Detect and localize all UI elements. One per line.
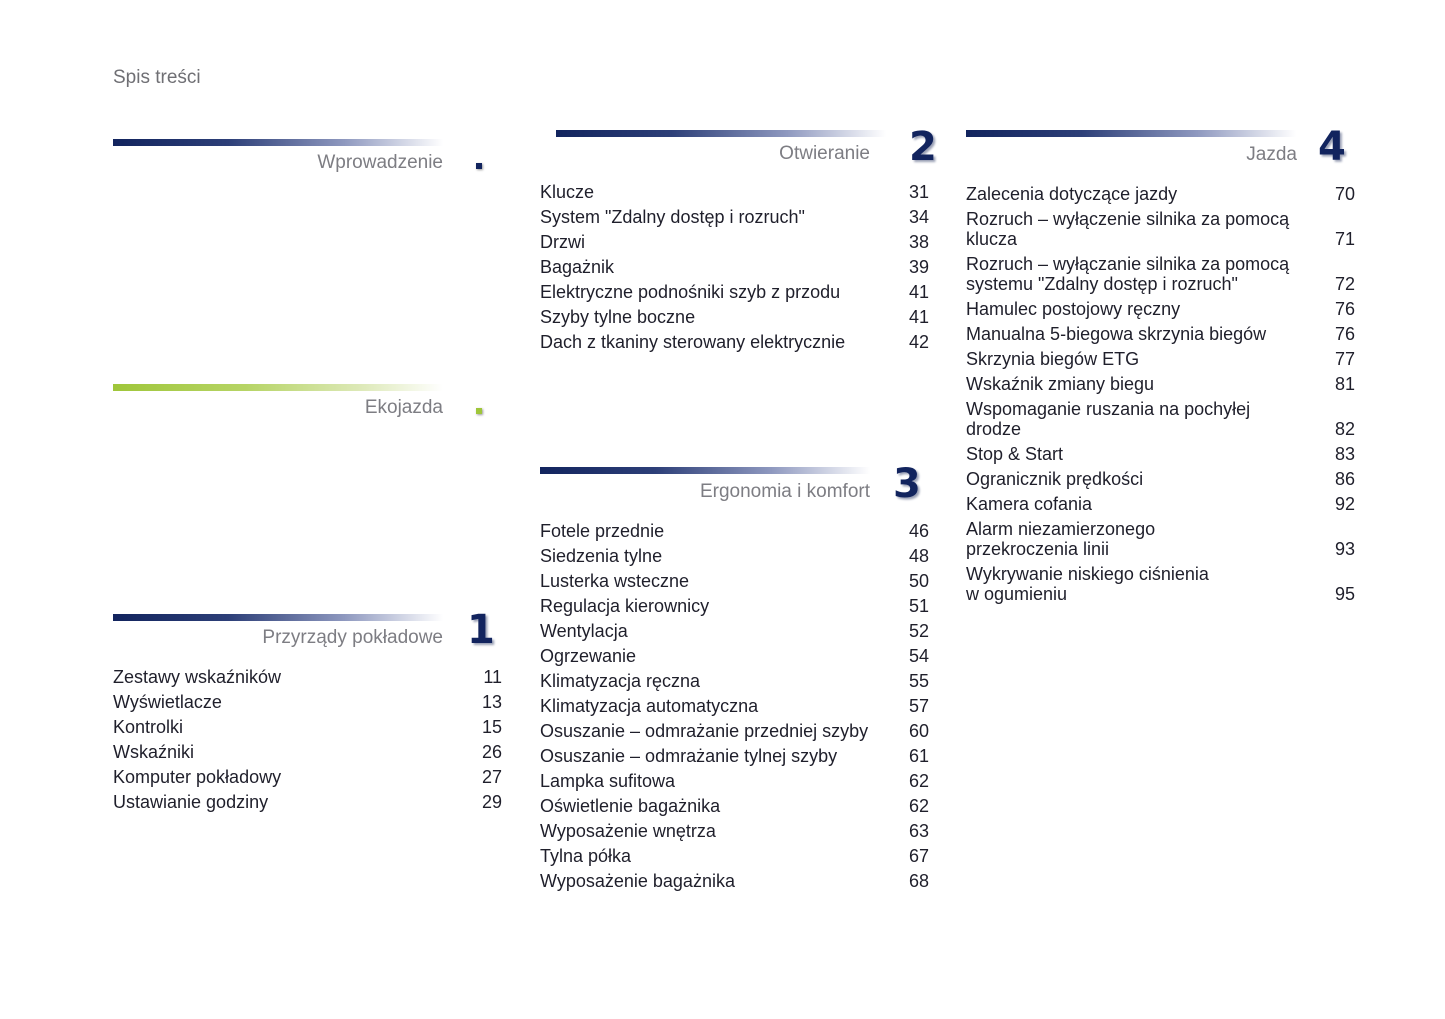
toc-item-label: Wyświetlacze	[113, 692, 222, 712]
toc-item[interactable]	[966, 494, 1355, 514]
toc-item[interactable]	[540, 521, 929, 541]
toc-item-label: Tylna półka	[540, 846, 632, 866]
toc-item-page: 29	[481, 792, 502, 812]
toc-item-page: 72	[1334, 274, 1355, 294]
toc-item[interactable]	[540, 821, 929, 841]
section-number-otwieranie: 2	[909, 124, 937, 170]
toc-item-label: Skrzynia biegów ETG	[966, 349, 1140, 369]
toc-item-page: 38	[908, 232, 929, 252]
toc-item[interactable]	[540, 257, 929, 277]
toc-item[interactable]	[540, 232, 929, 252]
toc-item-label: Wspomaganie ruszania na pochyłej drodze	[966, 399, 1251, 439]
toc-item[interactable]	[540, 307, 929, 327]
toc-item-label: Wentylacja	[540, 621, 628, 641]
section-bar-ergonomia	[540, 467, 870, 474]
toc-item-page: 83	[1334, 444, 1355, 464]
section-title-otwieranie[interactable]: Otwieranie	[779, 143, 870, 164]
toc-item[interactable]	[113, 717, 502, 737]
toc-item[interactable]	[113, 692, 502, 712]
toc-item-label: Wykrywanie niskiego ciśnienia w ogumieniu	[966, 564, 1209, 604]
toc-item[interactable]	[540, 646, 929, 666]
toc-item-label: Lusterka wsteczne	[540, 571, 690, 591]
toc-item-page: 60	[908, 721, 929, 741]
toc-item-page: 86	[1334, 469, 1355, 489]
toc-item[interactable]	[540, 771, 929, 791]
section-bar-przyrzady	[113, 614, 443, 621]
section-number-przyrzady: 1	[467, 607, 495, 653]
toc-item-page: 62	[908, 771, 929, 791]
toc-item-page: 27	[481, 767, 502, 787]
toc-item-label: Elektryczne podnośniki szyb z przodu	[540, 282, 841, 302]
section-title-ekojazda[interactable]: Ekojazda	[364, 397, 443, 418]
toc-item-label: Bagażnik	[540, 257, 615, 277]
toc-item[interactable]	[540, 571, 929, 591]
toc-item-label: Rozruch – wyłączenie silnika za pomocą klucza	[966, 209, 1290, 249]
toc-item-label: Lampka sufitowa	[540, 771, 676, 791]
toc-item-label: Stop & Start	[966, 444, 1064, 464]
toc-item-page: 54	[908, 646, 929, 666]
section-title-ergonomia[interactable]: Ergonomia i komfort	[699, 481, 870, 502]
toc-item[interactable]	[540, 846, 929, 866]
toc-item-page: 50	[908, 571, 929, 591]
toc-item-page: 68	[908, 871, 929, 891]
toc-item-page: 55	[908, 671, 929, 691]
toc-item[interactable]	[540, 871, 929, 891]
toc-item-page: 26	[481, 742, 502, 762]
toc-item-page: 70	[1334, 184, 1355, 204]
toc-item-label: Zalecenia dotyczące jazdy	[966, 184, 1178, 204]
section-title-przyrzady[interactable]: Przyrządy pokładowe	[262, 627, 443, 648]
section-bar-wprowadzenie	[113, 139, 443, 146]
toc-item-label: Kontrolki	[113, 717, 184, 737]
toc-item-label: Hamulec postojowy ręczny	[966, 299, 1181, 319]
toc-item-page: 67	[908, 846, 929, 866]
toc-item-label: Klimatyzacja automatyczna	[540, 696, 759, 716]
toc-item-page: 61	[908, 746, 929, 766]
toc-item-label: Wskaźnik zmiany biegu	[966, 374, 1155, 394]
toc-item-label: Fotele przednie	[540, 521, 665, 541]
toc-item-label: Osuszanie – odmrażanie tylnej szyby	[540, 746, 838, 766]
toc-item-page: 11	[483, 667, 502, 687]
toc-item[interactable]	[966, 184, 1355, 204]
section-bar-jazda	[966, 130, 1296, 137]
toc-item[interactable]	[966, 399, 1355, 439]
toc-item[interactable]	[540, 596, 929, 616]
toc-item-page: 92	[1334, 494, 1355, 514]
toc-item[interactable]	[966, 564, 1355, 604]
toc-item[interactable]	[540, 796, 929, 816]
toc-item-label: Komputer pokładowy	[113, 767, 282, 787]
toc-item-page: 13	[481, 692, 502, 712]
toc-list-przyrzady	[113, 667, 502, 817]
toc-item-label: Rozruch – wyłączanie silnika za pomocą systemu "Zdalny dostęp i rozruch"	[966, 254, 1290, 294]
toc-item[interactable]	[966, 209, 1355, 249]
toc-list-ergonomia	[540, 521, 929, 896]
toc-item[interactable]	[966, 519, 1355, 559]
section-title-jazda[interactable]: Jazda	[1246, 144, 1297, 165]
toc-item-page: 71	[1334, 229, 1355, 249]
toc-list-otwieranie	[540, 182, 929, 357]
toc-item-page: 46	[908, 521, 929, 541]
toc-item[interactable]	[540, 721, 929, 741]
toc-item[interactable]	[540, 182, 929, 202]
toc-item[interactable]	[540, 746, 929, 766]
toc-item[interactable]	[540, 546, 929, 566]
toc-item-label: Dach z tkaniny sterowany elektrycznie	[540, 332, 846, 352]
toc-item[interactable]	[966, 374, 1355, 394]
toc-item-label: Ustawianie godziny	[113, 792, 269, 812]
toc-item[interactable]	[540, 696, 929, 716]
toc-list-jazda	[966, 184, 1355, 609]
toc-item-page: 41	[908, 307, 929, 327]
toc-item-page: 31	[908, 182, 929, 202]
toc-item-page: 62	[908, 796, 929, 816]
toc-item-label: Zestawy wskaźników	[113, 667, 282, 687]
toc-item-page: 76	[1334, 324, 1355, 344]
toc-item[interactable]	[540, 282, 929, 302]
toc-item-label: Ogrzewanie	[540, 646, 637, 666]
toc-item[interactable]	[540, 332, 929, 352]
toc-item-page: 51	[908, 596, 929, 616]
toc-item-page: 81	[1334, 374, 1355, 394]
toc-item-label: Szyby tylne boczne	[540, 307, 696, 327]
toc-item[interactable]	[966, 469, 1355, 489]
section-marker-ekojazda	[476, 408, 482, 414]
section-marker-wprowadzenie	[476, 163, 482, 169]
toc-item-page: 48	[908, 546, 929, 566]
toc-item[interactable]	[966, 349, 1355, 369]
toc-item[interactable]	[540, 621, 929, 641]
toc-item-page: 57	[908, 696, 929, 716]
toc-item[interactable]	[113, 792, 502, 812]
toc-item-label: Ogranicznik prędkości	[966, 469, 1144, 489]
toc-item[interactable]	[113, 767, 502, 787]
toc-item-label: Drzwi	[540, 232, 585, 252]
toc-item[interactable]	[966, 254, 1355, 294]
toc-item-page: 39	[908, 257, 929, 277]
toc-item-label: System "Zdalny dostęp i rozruch"	[540, 207, 805, 227]
toc-item-label: Oświetlenie bagażnika	[540, 796, 721, 816]
toc-item-label: Wyposażenie bagażnika	[540, 871, 735, 891]
toc-item[interactable]	[540, 671, 929, 691]
toc-item-page: 41	[908, 282, 929, 302]
toc-item-page: 42	[908, 332, 929, 352]
section-bar-otwieranie	[556, 130, 886, 137]
toc-item[interactable]	[540, 207, 929, 227]
toc-item[interactable]	[966, 324, 1355, 344]
toc-item-label: Klucze	[540, 182, 595, 202]
section-bar-ekojazda	[113, 384, 443, 391]
toc-item-label: Siedzenia tylne	[540, 546, 663, 566]
toc-item-label: Manualna 5-biegowa skrzynia biegów	[966, 324, 1267, 344]
toc-item-page: 77	[1334, 349, 1355, 369]
toc-item-page: 76	[1334, 299, 1355, 319]
toc-item-page: 34	[908, 207, 929, 227]
toc-item-label: Wyposażenie wnętrza	[540, 821, 716, 841]
toc-item-page: 15	[481, 717, 502, 737]
toc-item-label: Osuszanie – odmrażanie przedniej szyby	[540, 721, 869, 741]
section-title-wprowadzenie[interactable]: Wprowadzenie	[317, 152, 443, 173]
page-title: Spis treści	[113, 67, 201, 88]
section-number-jazda: 4	[1318, 124, 1346, 170]
toc-item[interactable]	[966, 444, 1355, 464]
section-number-ergonomia: 3	[893, 461, 921, 507]
toc-item-page: 82	[1334, 419, 1355, 439]
toc-item[interactable]	[113, 742, 502, 762]
toc-item-page: 52	[908, 621, 929, 641]
toc-item[interactable]	[113, 667, 502, 687]
toc-item[interactable]	[966, 299, 1355, 319]
toc-item-page: 63	[908, 821, 929, 841]
toc-item-label: Wskaźniki	[113, 742, 195, 762]
toc-item-label: Regulacja kierownicy	[540, 596, 710, 616]
toc-item-label: Alarm niezamierzonego przekroczenia linii	[966, 519, 1156, 559]
toc-item-label: Klimatyzacja ręczna	[540, 671, 701, 691]
toc-item-page: 95	[1334, 584, 1355, 604]
toc-item-label: Kamera cofania	[966, 494, 1093, 514]
toc-item-page: 93	[1334, 539, 1355, 559]
